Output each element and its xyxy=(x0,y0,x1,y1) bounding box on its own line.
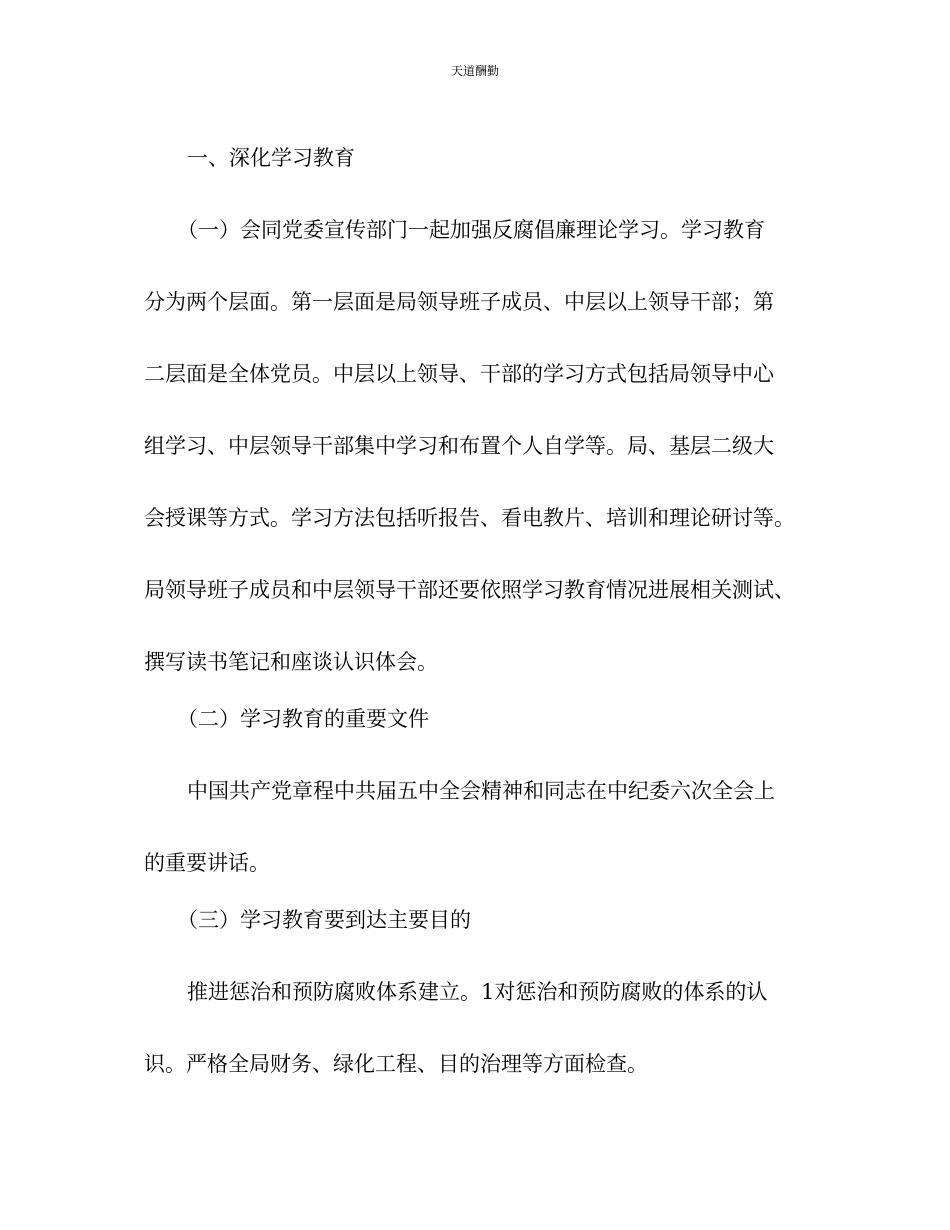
paragraph-line: 撰写读书笔记和座谈认识体会。 xyxy=(144,650,438,674)
paragraph-line: 分为两个层面。第一层面是局领导班子成员、中层以上领导干部；第 xyxy=(144,290,774,314)
paragraph-line: 二层面是全体党员。中层以上领导、干部的学习方式包括局领导中心 xyxy=(144,362,774,386)
subsection-heading: （三）学习教育要到达主要目的 xyxy=(177,908,471,932)
subsection-heading: （二）学习教育的重要文件 xyxy=(177,707,429,731)
paragraph-line: 识。严格全局财务、绿化工程、目的治理等方面检查。 xyxy=(144,1052,648,1076)
paragraph-line: 局领导班子成员和中层领导干部还要依照学习教育情况进展相关测试、 xyxy=(144,578,795,602)
paragraph-line: 组学习、中层领导干部集中学习和布置个人自学等。局、基层二级大 xyxy=(144,434,774,458)
paragraph-line: 会授课等方式。学习方法包括听报告、看电教片、培训和理论研讨等。 xyxy=(144,506,795,530)
document-body xyxy=(144,140,824,1118)
paragraph-line: 中国共产党章程中共届五中全会精神和同志在中纪委六次全会上 xyxy=(187,779,775,803)
paragraph-line: 的重要讲话。 xyxy=(144,851,270,875)
page-header: 天道酬勤 xyxy=(450,64,499,78)
paragraph-line: （一）会同党委宣传部门一起加强反腐倡廉理论学习。学习教育 xyxy=(177,218,765,242)
section-heading: 一、深化学习教育 xyxy=(187,146,355,170)
paragraph-line: 推进惩治和预防腐败体系建立。1对惩治和预防腐败的体系的认 xyxy=(187,980,768,1004)
